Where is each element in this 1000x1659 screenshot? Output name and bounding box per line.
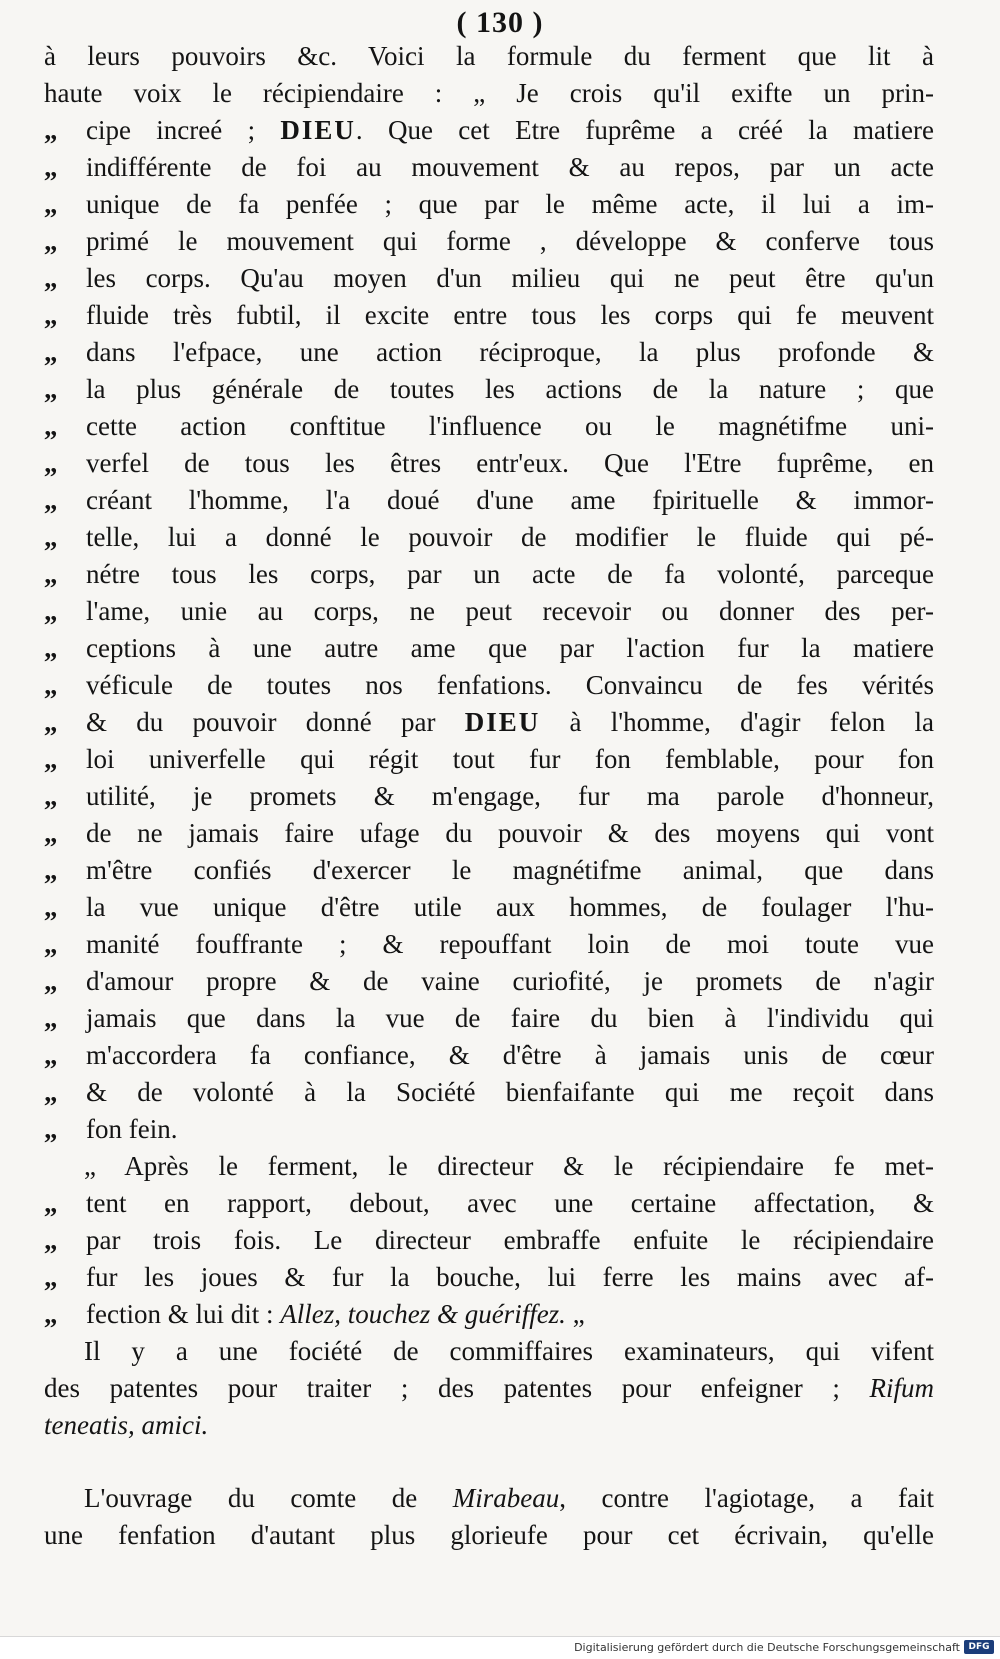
text-line (44, 112, 934, 149)
text-line (44, 1037, 934, 1074)
text-line (44, 260, 934, 297)
line-text: fur les joues & fur la bouche, lui ferre les mains avec af- (86, 1262, 934, 1292)
text-line (44, 1185, 934, 1222)
text-line (44, 630, 934, 667)
text-line (44, 852, 934, 889)
text-line (44, 778, 934, 815)
line-text: telle, lui a donné le pouvoir de modifier le fluide qui pé- (86, 522, 934, 552)
line-text: véficule de toutes nos fenfations. Convaincu de fes vérités (86, 670, 934, 700)
text-line (44, 1000, 934, 1037)
dfg-logo: DFG (964, 1640, 994, 1654)
text-line (44, 1148, 934, 1185)
footer-credit: Digitalisierung gefördert durch die Deutsche Forschungsgemeinschaft (574, 1641, 960, 1654)
line-text: „ Après le ferment, le directeur & le récipiendaire fe met- (84, 1151, 934, 1181)
text-line (44, 334, 934, 371)
line-text: cipe increé ; DIEU. Que cet Etre fuprême a créé la matiere (86, 115, 934, 145)
line-text: manité fouffrante ; & repouffant loin de moi toute vue (86, 929, 934, 959)
line-text: la vue unique d'être utile aux hommes, de foulager l'hu- (86, 892, 934, 922)
text-line (44, 1296, 934, 1333)
quote-mark: „ (44, 892, 58, 922)
text-line (44, 371, 934, 408)
quote-mark: „ (44, 152, 58, 182)
text-line (44, 1259, 934, 1296)
line-text: des patentes pour traiter ; des patentes pour enfeigner ; Rifum (44, 1373, 934, 1403)
line-text: m'être confiés d'exercer le magnétifme animal, que dans (86, 855, 934, 885)
quote-mark: „ (44, 1040, 58, 1070)
line-text: de ne jamais faire ufage du pouvoir & des moyens qui vont (86, 818, 934, 848)
text-line (44, 297, 934, 334)
line-text: indifférente de foi au mouvement & au repos, par un acte (86, 152, 934, 182)
line-text: haute voix le récipiendaire : „ Je crois qu'il exifte un prin- (44, 78, 934, 108)
line-text: utilité, je promets & m'engage, fur ma parole d'honneur, (86, 781, 934, 811)
text-line (44, 408, 934, 445)
quote-mark: „ (44, 559, 58, 589)
line-text: fection & lui dit : Allez, touchez & guériffez. „ (86, 1299, 585, 1329)
line-text: fluide très fubtil, il excite entre tous les corps qui fe meuvent (86, 300, 934, 330)
line-text: créant l'homme, l'a doué d'une ame fpirituelle & immor- (86, 485, 934, 515)
line-text: L'ouvrage du comte de Mirabeau, contre l'agiotage, a fait (84, 1483, 934, 1513)
line-text: cette action conftitue l'influence ou le magnétifme uni- (86, 411, 934, 441)
line-text: l'ame, unie au corps, ne peut recevoir ou donner des per- (86, 596, 934, 626)
quote-mark: „ (44, 929, 58, 959)
line-text: teneatis, amici. (44, 1410, 209, 1440)
paragraph-gap (44, 1444, 934, 1480)
line-text: une fenfation d'autant plus glorieufe pour cet écrivain, qu'elle (44, 1520, 934, 1550)
line-text: unique de fa penfée ; que par le même acte, il lui a im- (86, 189, 934, 219)
quote-mark: „ (44, 411, 58, 441)
line-text: la plus générale de toutes les actions de la nature ; que (86, 374, 934, 404)
quote-mark: „ (44, 596, 58, 626)
quote-mark: „ (44, 189, 58, 219)
quote-mark: „ (44, 818, 58, 848)
quote-mark: „ (44, 263, 58, 293)
quote-mark: „ (44, 1262, 58, 1292)
line-text: nétre tous les corps, par un acte de fa volonté, parceque (86, 559, 934, 589)
quote-mark: „ (44, 707, 58, 737)
quote-mark: „ (44, 522, 58, 552)
quote-mark: „ (44, 485, 58, 515)
text-line (44, 1480, 934, 1517)
line-text: par trois fois. Le directeur embraffe enfuite le récipiendaire (86, 1225, 934, 1255)
text-line (44, 149, 934, 186)
quote-mark: „ (44, 744, 58, 774)
text-line (44, 963, 934, 1000)
quote-mark: „ (44, 1188, 58, 1218)
text-line (44, 1517, 934, 1554)
line-text: primé le mouvement qui forme , développe & conferve tous (86, 226, 934, 256)
text-line (44, 1111, 934, 1148)
text-line (44, 1370, 934, 1407)
line-text: & du pouvoir donné par DIEU à l'homme, d'agir felon la (86, 707, 934, 737)
text-line (44, 519, 934, 556)
line-text: Il y a une fociété de commiffaires examinateurs, qui vifent (84, 1336, 934, 1366)
line-text: fon fein. (86, 1114, 178, 1144)
line-text: d'amour propre & de vaine curiofité, je promets de n'agir (86, 966, 934, 996)
text-line (44, 223, 934, 260)
quote-mark: „ (44, 855, 58, 885)
text-line (44, 889, 934, 926)
text-line (44, 556, 934, 593)
line-text: les corps. Qu'au moyen d'un milieu qui ne peut être qu'un (86, 263, 934, 293)
text-line (44, 741, 934, 778)
line-text: loi univerfelle qui régit tout fur fon femblable, pour fon (86, 744, 934, 774)
text-line (44, 1333, 934, 1370)
quote-mark: „ (44, 966, 58, 996)
quote-mark: „ (44, 226, 58, 256)
text-line (44, 815, 934, 852)
quote-mark: „ (44, 633, 58, 663)
line-text: à leurs pouvoirs &c. Voici la formule du ferment que lit à (44, 41, 934, 71)
quote-mark: „ (44, 448, 58, 478)
line-text: ceptions à une autre ame que par l'action fur la matiere (86, 633, 934, 663)
text-line (44, 38, 934, 75)
text-line (44, 1407, 934, 1444)
text-line (44, 667, 934, 704)
line-text: jamais que dans la vue de faire du bien à l'individu qui (86, 1003, 934, 1033)
text-line (44, 482, 934, 519)
quote-mark: „ (44, 781, 58, 811)
quote-mark: „ (44, 337, 58, 367)
text-line (44, 186, 934, 223)
line-text: & de volonté à la Société bienfaifante qui me reçoit dans (86, 1077, 934, 1107)
page-number: ( 130 ) (456, 6, 544, 39)
line-text: verfel de tous les êtres entr'eux. Que l'Etre fuprême, en (86, 448, 934, 478)
quote-mark: „ (44, 1299, 58, 1329)
text-line (44, 75, 934, 112)
text-line (44, 704, 934, 741)
text-line (44, 445, 934, 482)
body-text (44, 38, 934, 1554)
text-line (44, 593, 934, 630)
text-line (44, 1074, 934, 1111)
footer-bar (0, 1636, 1000, 1659)
text-line (44, 926, 934, 963)
quote-mark: „ (44, 1114, 58, 1144)
quote-mark: „ (44, 670, 58, 700)
text-line (44, 1222, 934, 1259)
quote-mark: „ (44, 374, 58, 404)
line-text: m'accordera fa confiance, & d'être à jamais unis de cœur (86, 1040, 934, 1070)
quote-mark: „ (44, 300, 58, 330)
quote-mark: „ (44, 1003, 58, 1033)
line-text: tent en rapport, debout, avec une certaine affectation, & (86, 1188, 934, 1218)
quote-mark: „ (44, 115, 58, 145)
quote-mark: „ (44, 1077, 58, 1107)
quote-mark: „ (44, 1225, 58, 1255)
line-text: dans l'efpace, une action réciproque, la plus profonde & (86, 337, 934, 367)
